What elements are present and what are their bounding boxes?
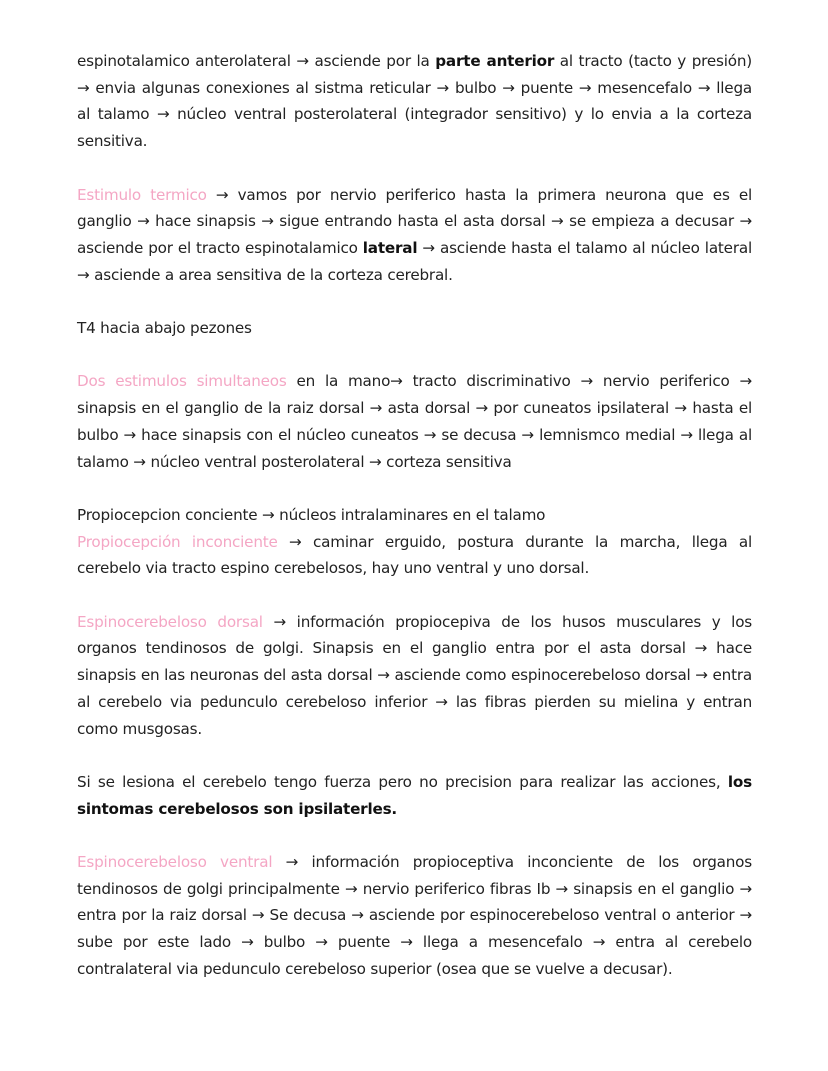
bold-text: los sintomas cerebelosos son ipsilaterles. <box>77 772 752 818</box>
highlight-term: Estimulo termico <box>77 185 207 204</box>
text-run: al tracto (tacto y presión) → envia algunas conexiones al sistma reticular → bulbo → puente → mesencefalo → llega al talamo → núcleo ventral posterolateral (integrador sensitivo) y lo envia a la corteza sensitiva. <box>77 52 752 151</box>
paragraph-espinotalamico-anterolateral <box>77 48 752 155</box>
paragraph-propiocepcion-conciente <box>77 502 752 529</box>
paragraph-t4 <box>77 315 752 342</box>
bold-text: parte anterior <box>435 52 555 70</box>
paragraph-propiocepcion-inconciente <box>77 529 752 582</box>
paragraph-dos-estimulos <box>77 368 752 475</box>
text-run: → asciende hasta el talamo al núcleo lateral → asciende a area sensitiva de la corteza cerebral. <box>77 238 752 284</box>
highlight-term: Dos estimulos simultaneos <box>77 372 287 391</box>
highlight-term: Espinocerebeloso ventral <box>77 852 273 871</box>
text-run: espinotalamico anterolateral → asciende por la <box>77 52 436 70</box>
paragraph-espinocerebeloso-dorsal <box>77 609 752 743</box>
text-run: → información propiocepiva de los husos musculares y los organos tendinosos de golgi. Sinapsis en el ganglio entra por el asta dorsal → hace sinapsis en las neuronas del asta dorsal → asciende como espinocerebeloso dorsal → entra al cerebelo via pedunculo cerebeloso inferior → las fibras pierden su mielina y entran como musgosas. <box>77 612 753 738</box>
paragraph-espinocerebeloso-ventral <box>77 849 752 983</box>
paragraph-lesion-cerebelo <box>77 769 752 822</box>
paragraph-estimulo-termico <box>77 182 752 289</box>
text-run: en la mano→ tracto discriminativo → nervio periferico → sinapsis en el ganglio de la raiz dorsal → asta dorsal → por cuneatos ipsilateral → hasta el bulbo → hace sinapsis con el núcleo cuneatos → se decusa → lemnismco medial → llega al talamo → núcleo ventral posterolateral → corteza sensitiva <box>77 372 752 471</box>
bold-text: lateral <box>362 238 418 257</box>
text-run: → vamos por nervio periferico hasta la primera neurona que es el ganglio → hace sinapsis → sigue entrando hasta el asta dorsal → se empieza a decusar → asciende por el tracto espinotalamico <box>77 185 752 257</box>
text-run: Si se lesiona el cerebelo tengo fuerza pero no precision para realizar las acciones, <box>77 772 728 791</box>
text-run: Propiocepcion conciente → núcleos intralaminares en el talamo <box>77 505 546 524</box>
text-run: → caminar erguido, postura durante la marcha, llega al cerebelo via tracto espino cerebelosos, hay uno ventral y uno dorsal. <box>77 532 752 578</box>
highlight-term: Espinocerebeloso dorsal <box>77 612 263 631</box>
highlight-term: Propiocepción inconciente <box>77 532 278 551</box>
text-run: T4 hacia abajo pezones <box>77 319 252 337</box>
text-run: → información propioceptiva inconciente de los organos tendinosos de golgi principalmente → nervio periferico fibras Ib → sinapsis en el ganglio → entra por la raiz dorsal → Se decusa → asciende por espinocerebeloso ventral o anterior → sube por este lado → bulbo → puente → llega a mesencefalo → entra al cerebelo contralateral via pedunculo cerebeloso superior (osea que se vuelve a decusar). <box>77 852 752 978</box>
